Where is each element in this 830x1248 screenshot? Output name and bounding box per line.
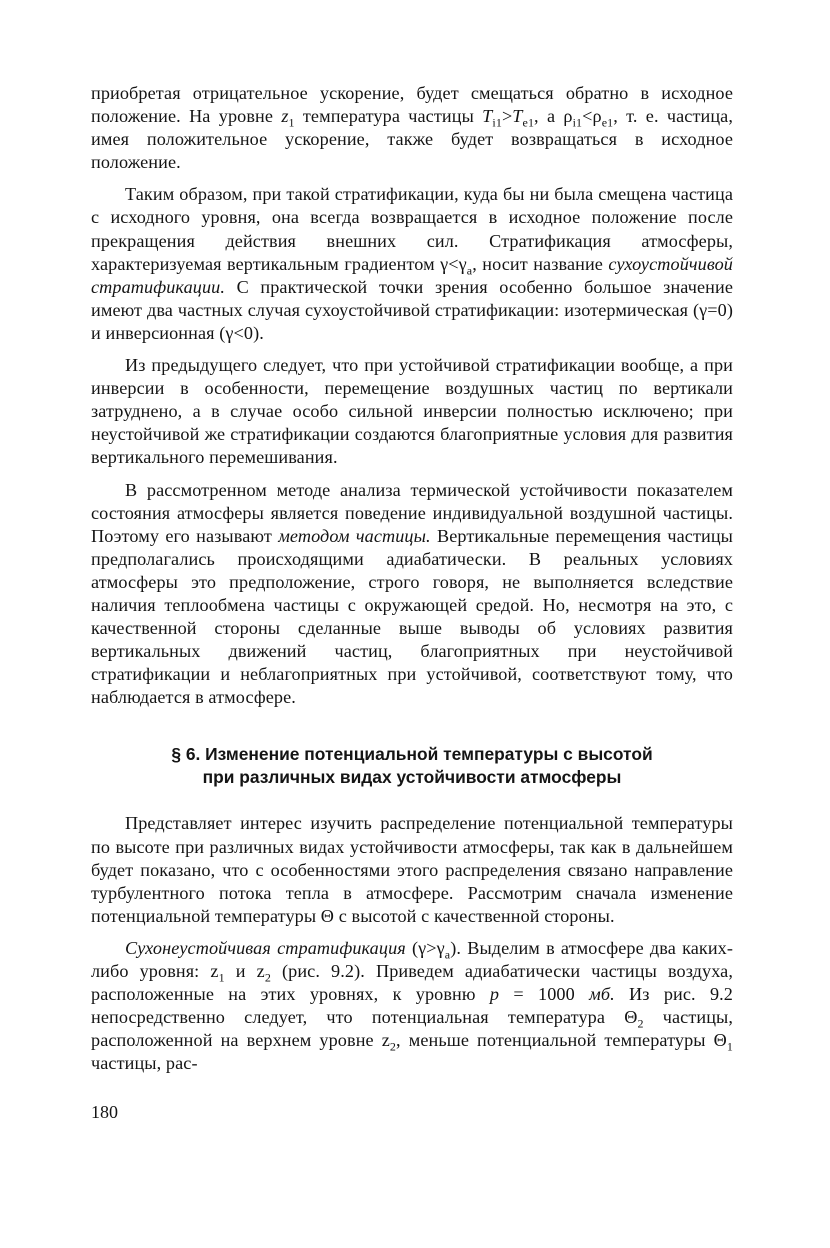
page-number: 180 <box>91 1102 118 1122</box>
paragraph-continuation: приобретая отрицательное ускорение, будет смещаться обратно в исходное положение. На уровне $z_1$ температура частицы $T_{i1}>T_{e1}$, а $\rho_{i1}<\rho_{e1}$, т. е. частица, имея положительное ускорение, также будет возвращаться в исходное положение. <box>91 83 733 173</box>
paragraph-inversion: Из предыдущего следует, что при устойчивой стратификации вообще, а при инверсии в особенности, перемещение воздушных частиц по вертикали затруднено, а в случае особо сильной инверсии полностью исключено; при неустойчивой же стратификации создаются благоприятные условия для развития вертикального перемешивания. <box>91 355 733 468</box>
term-dry-stable: сухоустойчивой стратификации. <box>91 253 733 297</box>
paragraph-dry-unstable: Сухонеустойчивая стратификация $(\gamma>\gamma_a)$. Выделим в атмосфере два каких-либо уровня: $z_1$ и $z_2$ (рис. 9.2). Приведем адиабатически частицы воздуха, расположенные на этих уровнях, к уровню p = 1000 мб. Из рис. 9.2 непосредственно следует, что потенциальная температура $\Theta_2$ частицы, расположенной на верхнем уровне $z_2$, меньше потенциальной температуры $\Theta_1$ частицы, рас- <box>91 937 734 1074</box>
page-body <box>91 82 733 1075</box>
section-heading <box>91 743 733 789</box>
term-parcel-method: методом частицы. <box>278 525 431 546</box>
paragraph-potential-temperature: Представляет интерес изучить распределение потенциальной температуры по высоте при различных видах устойчивости атмосферы, так как в дальнейшем будет показано, что с особенностями этого распределения связано направление турбулентного потока тепла в атмосфере. Рассмотрим сначала изменение потенциальной температуры Θ с высотой с качественной стороны. <box>91 813 733 926</box>
section-heading-line-2: при различных видах устойчивости атмосферы <box>202 767 622 788</box>
section-heading-line-1: § 6. Изменение потенциальной температуры с высотой <box>171 744 653 765</box>
term-dry-unstable: Сухонеустойчивая стратификация <box>125 937 406 958</box>
paragraph-stable-stratification: Таким образом, при такой стратификации, куда бы ни была смещена частица с исходного уровня, она всегда возвращается в исходное положение после прекращения действия внешних сил. Стратификация атмосферы, характеризуемая вертикальным градиентом $\gamma<\gamma_a$, носит название сухоустойчивой стратификации. С практической точки зрения особенно большое значение имеют два частных случая сухоустойчивой стратификации: изотермическая (γ=0) и инверсионная (γ<0). <box>91 184 733 343</box>
paragraph-parcel-method: В рассмотренном методе анализа термической устойчивости показателем состояния атмосферы является поведение индивидуальной воздушной частицы. Поэтому его называют методом частицы. Вертикальные перемещения частицы предполагались происходящими адиабатически. В реальных условиях атмосферы это предположение, строго говоря, не выполняется вследствие наличия теплообмена частицы с окружающей средой. Но, несмотря на это, с качественной стороны сделанные выше выводы об условиях развития вертикальных движений частиц, благоприятных при неустойчивой стратификации и неблагоприятных при устойчивой, соответствуют тому, что наблюдается в атмосфере. <box>91 479 734 708</box>
